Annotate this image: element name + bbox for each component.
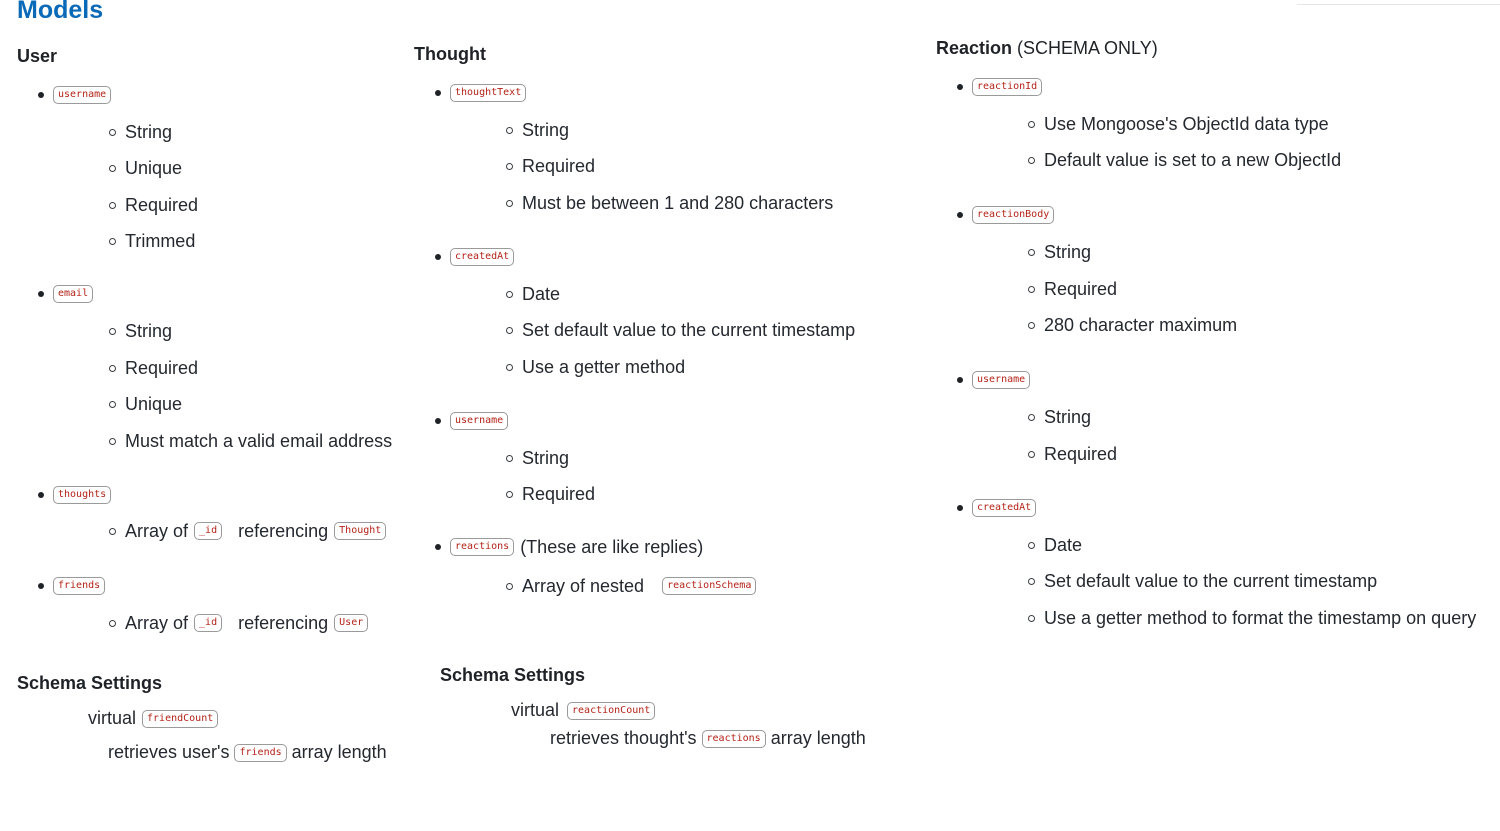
desc-text: retrieves thought's bbox=[550, 728, 697, 748]
circle-bullet-icon bbox=[506, 455, 513, 462]
field-tag: friends bbox=[53, 577, 105, 595]
field-tag: reactions bbox=[450, 538, 514, 556]
item-text: Set default value to the current timestamp bbox=[1044, 571, 1378, 591]
circle-bullet-icon bbox=[109, 528, 116, 535]
circle-bullet-icon bbox=[1028, 451, 1035, 458]
ref-tag: User bbox=[334, 614, 368, 632]
item-text: Use a getter method bbox=[522, 357, 686, 377]
thought-field-createdat bbox=[414, 244, 855, 379]
thought-heading: Thought bbox=[414, 44, 486, 64]
circle-bullet-icon bbox=[109, 328, 116, 335]
user-schema-settings-heading: Schema Settings bbox=[17, 673, 163, 693]
reaction-model-section bbox=[936, 36, 1476, 630]
reaction-field-reactionid bbox=[936, 74, 1476, 172]
item-text: String bbox=[125, 122, 173, 142]
reaction-fields bbox=[936, 74, 1476, 630]
nested-tag: reactionSchema bbox=[662, 577, 756, 595]
list-item bbox=[450, 191, 855, 215]
desc-text: retrieves user's bbox=[108, 742, 230, 762]
item-text: Required bbox=[1044, 444, 1118, 464]
circle-bullet-icon bbox=[1028, 286, 1035, 293]
reaction-heading-text: Reaction bbox=[936, 38, 1013, 58]
user-virtual-line bbox=[88, 708, 218, 729]
field-tag: createdAt bbox=[972, 499, 1036, 517]
bullet-icon bbox=[435, 90, 441, 96]
bullet-icon bbox=[38, 583, 44, 589]
list-item bbox=[450, 118, 855, 142]
field-tag: thoughts bbox=[53, 486, 111, 504]
list-item bbox=[972, 569, 1476, 593]
list-item bbox=[450, 482, 855, 506]
list-item bbox=[450, 282, 855, 306]
bullet-icon bbox=[435, 254, 441, 260]
reaction-field-reactionbody bbox=[936, 202, 1476, 337]
item-text: Use a getter method to format the timestamp on query bbox=[1044, 608, 1477, 628]
list-item bbox=[53, 392, 392, 416]
list-item bbox=[53, 120, 392, 144]
circle-bullet-icon bbox=[109, 202, 116, 209]
list-item bbox=[972, 313, 1476, 337]
list-item bbox=[972, 442, 1476, 466]
circle-bullet-icon bbox=[109, 620, 116, 627]
circle-bullet-icon bbox=[506, 291, 513, 298]
circle-bullet-icon bbox=[506, 163, 513, 170]
id-tag: _id bbox=[194, 522, 222, 540]
item-text: Date bbox=[522, 284, 561, 304]
item-text: Use Mongoose's ObjectId data type bbox=[1044, 114, 1329, 134]
list-item bbox=[53, 429, 392, 453]
reaction-heading bbox=[936, 36, 1476, 60]
circle-bullet-icon bbox=[1028, 121, 1035, 128]
virtual-label: virtual bbox=[511, 700, 560, 720]
field-tag: reactionBody bbox=[972, 206, 1054, 224]
field-tag: email bbox=[53, 285, 93, 303]
item-text: Must be between 1 and 280 characters bbox=[522, 193, 834, 213]
user-virtual-description bbox=[108, 742, 387, 763]
bullet-icon bbox=[38, 92, 44, 98]
item-text: Required bbox=[1044, 279, 1118, 299]
field-tag: username bbox=[450, 412, 508, 430]
desc-text: array length bbox=[770, 728, 866, 748]
item-text: Array of bbox=[125, 613, 189, 633]
circle-bullet-icon bbox=[109, 165, 116, 172]
circle-bullet-icon bbox=[109, 238, 116, 245]
thought-model-section bbox=[414, 42, 855, 598]
item-text: referencing bbox=[238, 613, 329, 633]
virtual-tag: friendCount bbox=[142, 710, 218, 728]
list-item bbox=[972, 405, 1476, 429]
list-item bbox=[972, 148, 1476, 172]
item-text: Array of bbox=[125, 521, 189, 541]
item-text: referencing bbox=[238, 521, 329, 541]
list-item bbox=[972, 606, 1476, 630]
list-item bbox=[53, 319, 392, 343]
item-text: Set default value to the current timestamp bbox=[522, 320, 856, 340]
item-text: Must match a valid email address bbox=[125, 431, 393, 451]
circle-bullet-icon bbox=[1028, 157, 1035, 164]
list-item bbox=[972, 240, 1476, 264]
field-tag: reactionId bbox=[972, 78, 1042, 96]
ref-tag: Thought bbox=[334, 522, 386, 540]
circle-bullet-icon bbox=[506, 127, 513, 134]
item-text: String bbox=[1044, 242, 1092, 262]
desc-tag: friends bbox=[234, 744, 286, 762]
field-note: (These are like replies) bbox=[520, 537, 704, 557]
circle-bullet-icon bbox=[109, 438, 116, 445]
item-text: Date bbox=[1044, 535, 1083, 555]
field-tag: createdAt bbox=[450, 248, 514, 266]
page-title: Models bbox=[17, 0, 104, 24]
list-item bbox=[53, 229, 392, 253]
bullet-icon bbox=[957, 212, 963, 218]
thought-field-username bbox=[414, 408, 855, 506]
item-text: Array of nested bbox=[522, 576, 645, 596]
list-item bbox=[450, 318, 855, 342]
item-text: Required bbox=[522, 484, 596, 504]
list-item bbox=[972, 112, 1476, 136]
list-item bbox=[53, 519, 392, 543]
user-heading: User bbox=[17, 46, 58, 66]
item-text: Trimmed bbox=[125, 231, 196, 251]
user-field-email bbox=[17, 281, 392, 453]
circle-bullet-icon bbox=[1028, 542, 1035, 549]
bullet-icon bbox=[435, 418, 441, 424]
thought-virtual-description bbox=[550, 728, 866, 749]
desc-tag: reactions bbox=[702, 730, 766, 748]
id-tag: _id bbox=[194, 614, 222, 632]
thought-fields bbox=[414, 80, 855, 598]
thought-field-reactions bbox=[414, 534, 855, 598]
circle-bullet-icon bbox=[109, 129, 116, 136]
bullet-icon bbox=[38, 291, 44, 297]
user-fields bbox=[17, 82, 392, 635]
thought-schema-settings-heading: Schema Settings bbox=[440, 665, 586, 685]
list-item bbox=[450, 574, 855, 598]
bullet-icon bbox=[957, 377, 963, 383]
user-field-username bbox=[17, 82, 392, 253]
circle-bullet-icon bbox=[109, 401, 116, 408]
item-text: Unique bbox=[125, 394, 183, 414]
item-text: String bbox=[522, 448, 570, 468]
circle-bullet-icon bbox=[109, 365, 116, 372]
circle-bullet-icon bbox=[1028, 578, 1035, 585]
thought-virtual-line bbox=[511, 700, 655, 721]
item-text: Required bbox=[125, 358, 199, 378]
field-tag: thoughtText bbox=[450, 84, 526, 102]
list-item bbox=[972, 533, 1476, 557]
item-text: Default value is set to a new ObjectId bbox=[1044, 150, 1342, 170]
reaction-field-createdat bbox=[936, 495, 1476, 630]
item-text: Required bbox=[522, 156, 596, 176]
list-item bbox=[450, 154, 855, 178]
item-text: 280 character maximum bbox=[1044, 315, 1238, 335]
bullet-icon bbox=[957, 505, 963, 511]
circle-bullet-icon bbox=[506, 491, 513, 498]
bullet-icon bbox=[38, 492, 44, 498]
item-text: String bbox=[125, 321, 173, 341]
item-text: Required bbox=[125, 195, 199, 215]
user-field-friends bbox=[17, 573, 392, 635]
circle-bullet-icon bbox=[506, 327, 513, 334]
circle-bullet-icon bbox=[1028, 249, 1035, 256]
list-item bbox=[53, 156, 392, 180]
virtual-label: virtual bbox=[88, 708, 137, 728]
reaction-field-username bbox=[936, 367, 1476, 466]
top-divider bbox=[1297, 4, 1500, 5]
user-field-thoughts bbox=[17, 482, 392, 543]
circle-bullet-icon bbox=[506, 364, 513, 371]
thought-field-thoughttext bbox=[414, 80, 855, 215]
bullet-icon bbox=[435, 544, 441, 550]
circle-bullet-icon bbox=[1028, 414, 1035, 421]
desc-text: array length bbox=[291, 742, 387, 762]
list-item bbox=[53, 193, 392, 217]
field-tag: username bbox=[972, 371, 1030, 389]
circle-bullet-icon bbox=[506, 583, 513, 590]
circle-bullet-icon bbox=[506, 200, 513, 207]
item-text: Unique bbox=[125, 158, 183, 178]
circle-bullet-icon bbox=[1028, 615, 1035, 622]
list-item bbox=[972, 277, 1476, 301]
bullet-icon bbox=[957, 84, 963, 90]
list-item bbox=[53, 611, 392, 635]
item-text: String bbox=[522, 120, 570, 140]
reaction-heading-note: (SCHEMA ONLY) bbox=[1017, 38, 1158, 58]
circle-bullet-icon bbox=[1028, 322, 1035, 329]
list-item bbox=[450, 446, 855, 470]
list-item bbox=[450, 355, 855, 379]
virtual-tag: reactionCount bbox=[567, 702, 655, 720]
field-tag: username bbox=[53, 86, 111, 104]
item-text: String bbox=[1044, 407, 1092, 427]
list-item bbox=[53, 356, 392, 380]
user-model-section bbox=[17, 44, 392, 635]
